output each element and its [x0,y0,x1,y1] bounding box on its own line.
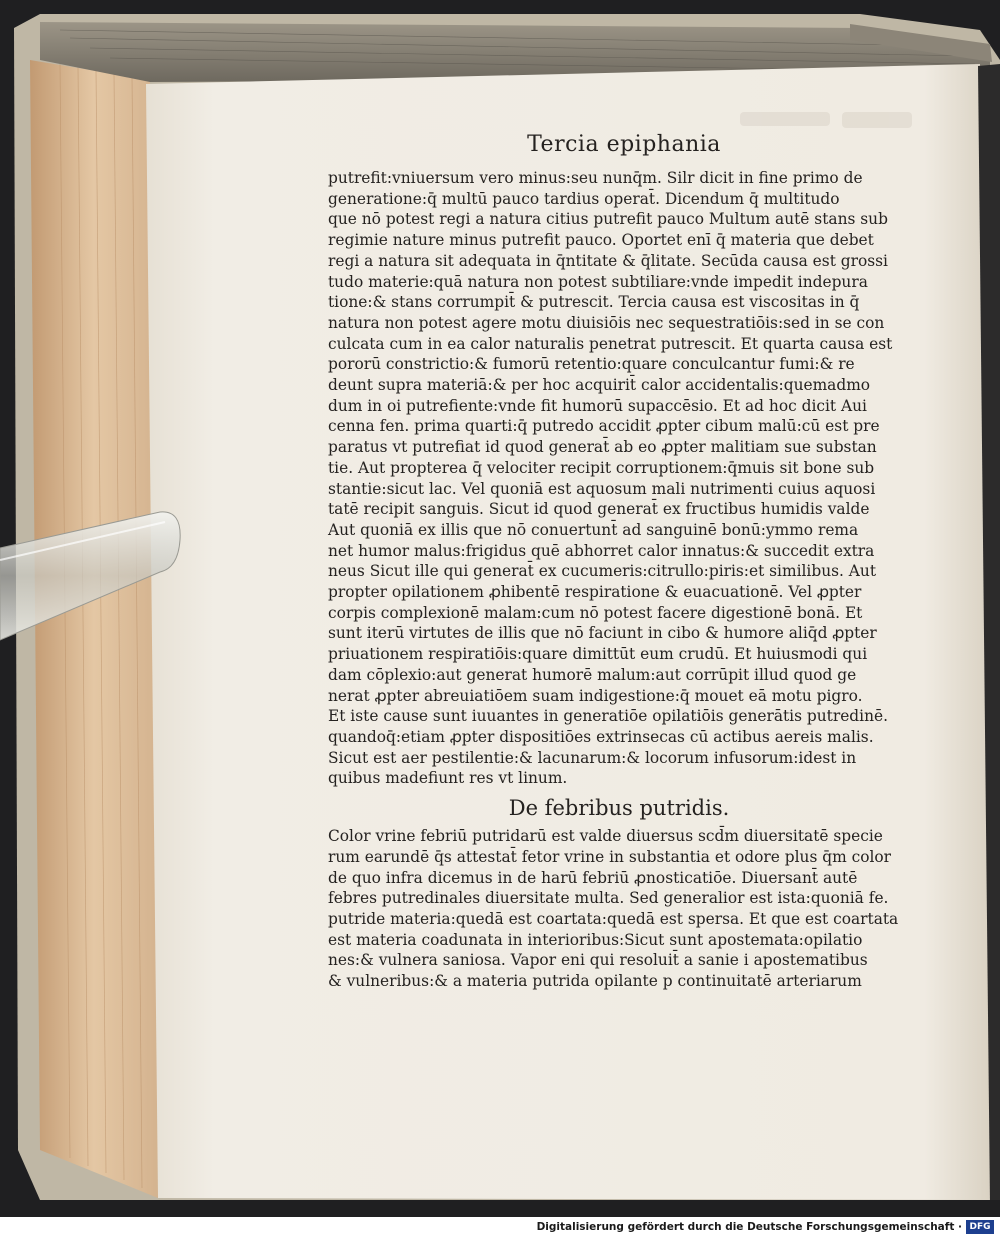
text-line: tione:& stans corrumpit̄ & putrescit. Tercia causa est viscositas in q̄ [328,293,860,312]
page-block-edge [30,60,158,1198]
dfg-logo: DFG [966,1220,994,1234]
text-line: dum in oi putrefiente:vnde fit humorū supaccēsio. Et ad hoc dicit Aui [328,396,867,415]
text-line: febres putredinales diuersitate multa. Sed generalior est ista:quoniā fe. [328,889,889,908]
text-line: de quo infra dicemus in de harū febriū ꝓnosticatiōe. Diuersant̄ autē [328,868,858,887]
text-line: corpis complexionē malam:cum nō potest facere digestionē bonā. Et [328,603,863,622]
text-line: propter opilationem ꝓhibentē respiratione & euacuationē. Vel ꝓpter [328,583,862,602]
text-line: generatione:q̄ multū pauco tardius operat̄. Dicendum q̄ multitudo [328,189,840,208]
text-line: regi a natura sit adequata in q̄ntitate & q̄litate. Secūda causa est grossi [328,251,888,270]
section-heading: De febribus putridis. [508,796,730,821]
text-line: tie. Aut propterea q̄ velociter recipit corruptionem:q̄muis sit bone sub [328,458,875,477]
running-head: Tercia epiphania [527,132,721,157]
text-line: pororū constrictio:& fumorū retentio:quare conculcantur fumi:& re [328,355,855,374]
text-line: Et iste cause sunt iuuantes in generatiōe opilatiōis generātis putredinē. [328,707,888,726]
text-line: est materia coadunata in interioribus:Sicut sunt apostemata:opilatio [328,930,863,949]
text-line: regimie nature minus putrefit pauco. Oportet enī q̄ materia que debet [328,231,874,250]
text-block-1 [328,168,910,789]
text-line: nerat ꝓpter abreuiatiōem suam indigestione:q̄ mouet eā motu pigro. [328,686,863,705]
text-line: Sicut est aer pestilentie:& lacunarum:& locorum infusorum:idest in [328,748,857,767]
text-line: priuationem respiratiōis:quare dimittūt eum crudū. Et huiusmodi qui [328,645,868,664]
text-line: stantie:sicut lac. Vel quoniā est aquosum mali nutrimenti cuius aquosi [328,479,876,498]
text-line: tatē recipit sanguis. Sicut id quod generat̄ ex fructibus humidis valde [328,500,870,519]
text-line: net humor malus:frigidus quē abhorret calor innatus:& succedit extra [328,541,875,560]
show-through [740,112,912,128]
text-line: deunt supra materiā:& per hoc acquirit̄ calor accidentalis:quemadmo [328,376,871,395]
text-line: cenna fen. prima quarti:q̄ putredo accidit ꝓpter cibum malū:cū est pre [328,417,880,436]
footer-credit: Digitalisierung gefördert durch die Deutsche Forschungsgemeinschaft · [536,1221,962,1233]
text-line: que nō potest regi a natura citius putrefit pauco Multum autē stans sub [328,210,888,229]
text-line: rum earundē q̄s attestat̄ fetor vrine in substantia et odore plus q̄m color [328,847,892,866]
text-line: dam cōplexio:aut generat humorē malum:aut corrūpit illud quod ge [328,665,857,684]
text-line: putride materia:quedā est coartata:quedā est spersa. Et que est coartata [328,909,899,928]
text-line: sunt iterū virtutes de illis que nō faciunt in cibo & humore aliq̄d ꝓpter [328,624,877,643]
page-text-column [328,132,910,992]
text-line: culcata cum in ea calor naturalis penetrat putrescit. Et quarta causa est [328,334,893,353]
text-line: tudo materie:quā natura non potest subtiliare:vnde impedit indepura [328,272,868,291]
text-line: & vulneribus:& a materia putrida opilante p continuitatē arteriarum [328,972,862,991]
text-line: Color vrine febriū putridarū est valde diuersus scd̄m diuersitatē specie [328,827,883,846]
text-line: nes:& vulnera saniosa. Vapor eni qui resoluit̄ a sanie i apostematibus [328,951,868,970]
text-line: quibus madefiunt res vt linum. [328,769,568,788]
text-line: neus Sicut ille qui generat̄ ex cucumeris:citrullo:piris:et similibus. Aut [328,562,876,581]
text-line: putrefit:vniuersum vero minus:seu nunq̄m. Silr dicit in fine primo de [328,169,863,187]
text-block-2 [328,826,910,992]
text-line: Aut quoniā ex illis que nō conuertunt̄ ad sanguinē bonū:ymmo rema [328,520,859,539]
text-line: natura non potest agere motu diuisiōis nec sequestratiōis:sed in se con [328,313,885,332]
text-line: quandoq̄:etiam ꝓpter dispositiōes extrinsecas cū actibus aereis malis. [328,727,874,746]
text-line: paratus vt putrefiat id quod generat̄ ab eo ꝓpter malitiam sue substan [328,438,877,457]
